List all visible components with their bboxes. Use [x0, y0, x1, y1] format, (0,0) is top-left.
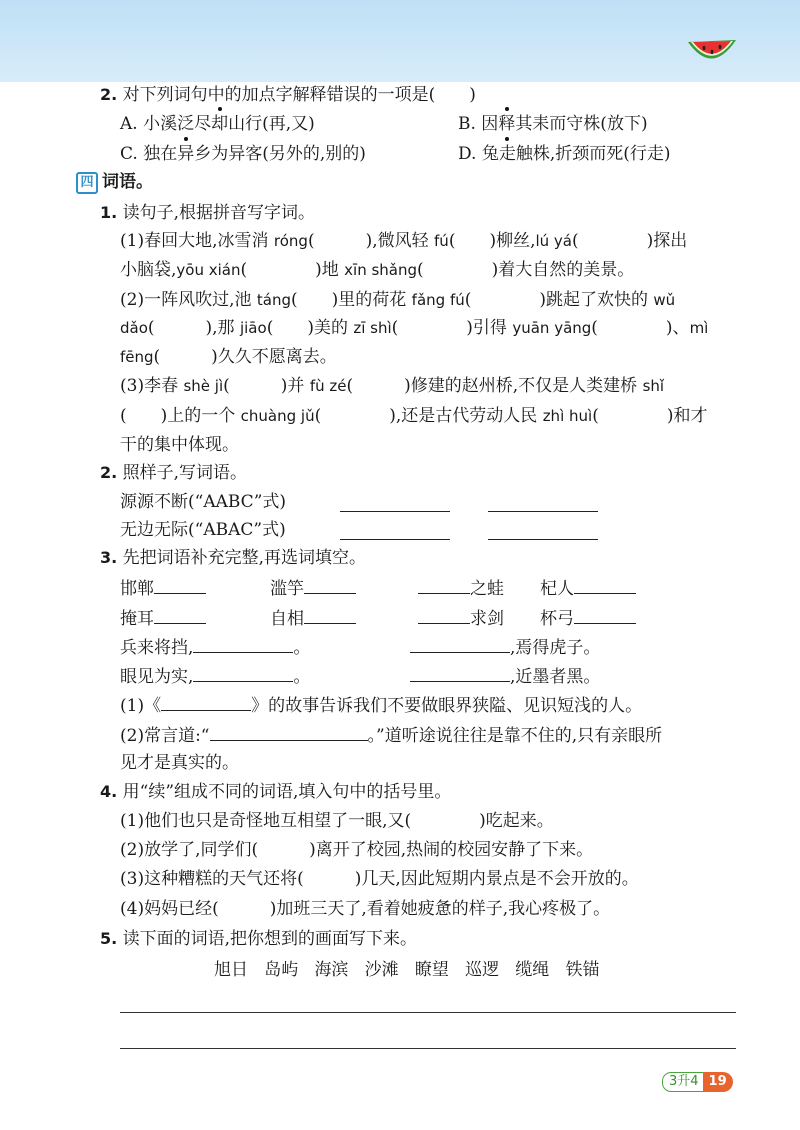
- word: 海滨: [314, 960, 349, 980]
- s1-line-1: (1)春回大地,冰雪消 róng( ),微风轻 fú( )柳丝,lú yá( )探出: [120, 231, 688, 251]
- page-number: 19: [703, 1072, 733, 1092]
- s1-line-5: fēng( )久久不愿离去。: [120, 347, 337, 367]
- s1-title: 1. 读句子,根据拼音写字词。: [100, 203, 316, 223]
- s4-title: 4. 用“续”组成不同的词语,填入句中的括号里。: [100, 782, 452, 802]
- s2-row-1: 源源不断(“AABC”式): [120, 492, 287, 512]
- s3-saying-4: ,近墨者黑。: [410, 661, 600, 691]
- word: 巡逻: [465, 960, 500, 980]
- s3-saying-1: 兵来将挡, 。: [120, 632, 310, 662]
- watermelon-icon: [686, 36, 738, 70]
- word: 瞭望: [414, 960, 449, 980]
- word: 铁锚: [565, 960, 600, 980]
- s4-sentence-3: (3)这种糟糕的天气还将( )几天,因此短期内景点是不会开放的。: [120, 869, 639, 889]
- writing-line[interactable]: [120, 1048, 736, 1049]
- s2-title: 2. 照样子,写词语。: [100, 463, 248, 483]
- s3-idiom: 滥竽: [270, 573, 356, 603]
- word: 沙滩: [364, 960, 399, 980]
- s1-line-2: 小脑袋,yōu xián( )地 xīn shǎng( )着大自然的美景。: [120, 260, 635, 280]
- s3-saying-2: ,焉得虎子。: [410, 632, 600, 662]
- q2-option-c: C. 独在异乡为异客(另外的,别的): [120, 139, 366, 169]
- s3-idiom: 求剑: [418, 603, 504, 633]
- s3-idiom: 邯郸: [120, 573, 206, 603]
- q2-stem: 2. 对下列词句中的加点字解释错误的一项是( ): [100, 85, 476, 105]
- s3-idiom: 杞人: [540, 573, 636, 603]
- page-number-badge: [662, 1072, 733, 1092]
- s3-idiom: 掩耳: [120, 603, 206, 633]
- s1-line-6: (3)李春 shè jì( )并 fù zé( )修建的赵州桥,不仅是人类建桥 shǐ: [120, 376, 665, 396]
- s1-line-7: ( )上的一个 chuàng jǔ( ),还是古代劳动人民 zhì huì( )和才: [120, 406, 708, 426]
- word: 旭日: [214, 960, 248, 980]
- s2-blank[interactable]: [488, 519, 598, 540]
- s3-fill-2-cont: 见才是真实的。: [120, 753, 239, 773]
- header-band: [0, 0, 800, 82]
- s4-sentence-1: (1)他们也只是奇怪地互相望了一眼,又( )吃起来。: [120, 811, 554, 831]
- s4-sentence-2: (2)放学了,同学们( )离开了校园,热闹的校园安静了下来。: [120, 840, 594, 860]
- s3-saying-3: 眼见为实, 。: [120, 661, 310, 691]
- s5-word-list: [214, 955, 600, 985]
- s3-idiom: 杯弓: [540, 603, 636, 633]
- s2-blank[interactable]: [340, 519, 450, 540]
- section-title: 词语。: [102, 172, 153, 192]
- q2-option-a: A. 小溪泛尽却山行(再,又): [120, 109, 315, 139]
- s3-idiom: 自相: [270, 603, 356, 633]
- s3-fill-2: (2)常言道:“ 。”道听途说往往是靠不住的,只有亲眼所: [120, 720, 662, 750]
- q2-option-d: D. 兔走触株,折颈而死(行走): [458, 139, 671, 169]
- s3-idiom: 之蛙: [418, 573, 504, 603]
- grade-label: 3升4: [662, 1072, 706, 1092]
- s3-title: 3. 先把词语补充完整,再选词填空。: [100, 548, 367, 568]
- section-badge: 四: [76, 172, 98, 194]
- s2-row-2: 无边无际(“ABAC”式): [120, 520, 286, 540]
- s3-fill-1: (1)《 》的故事告诉我们不要做眼界狭隘、见识短浅的人。: [120, 690, 642, 720]
- s1-line-4: dǎo( ),那 jiāo( )美的 zī shì( )引得 yuān yāng( )、mì: [120, 318, 709, 338]
- s1-line-3: (2)一阵风吹过,池 táng( )里的荷花 fǎng fú( )跳起了欢快的 wǔ: [120, 290, 676, 310]
- q2-option-b: B. 因释其耒而守株(放下): [458, 109, 648, 139]
- word: 缆绳: [515, 960, 550, 980]
- word: 岛屿: [264, 960, 299, 980]
- s2-blank[interactable]: [488, 491, 598, 512]
- writing-line[interactable]: [120, 1012, 736, 1013]
- s2-blank[interactable]: [340, 491, 450, 512]
- s1-line-8: 干的集中体现。: [120, 435, 239, 455]
- s4-sentence-4: (4)妈妈已经( )加班三天了,看着她疲惫的样子,我心疼极了。: [120, 899, 611, 919]
- s5-title: 5. 读下面的词语,把你想到的画面写下来。: [100, 929, 418, 949]
